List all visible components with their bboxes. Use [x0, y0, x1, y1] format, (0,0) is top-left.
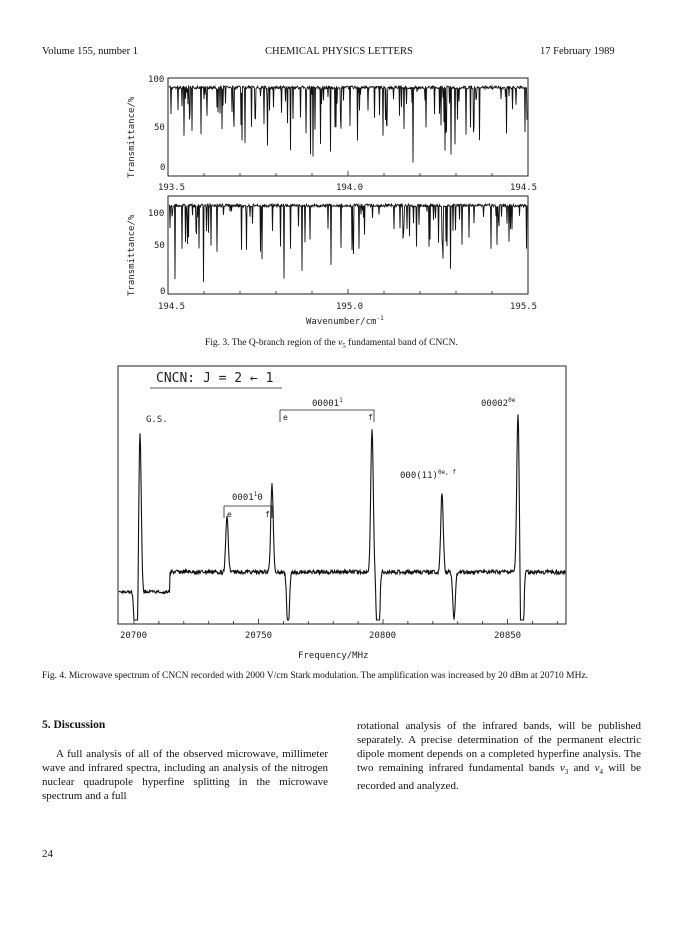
fig3-p1-ytick-0: 0 — [160, 163, 166, 173]
fig4-xtick-20750: 20750 — [245, 631, 273, 641]
fig3-p2-ytick-0: 0 — [160, 287, 166, 297]
fig3-p2-ytick-50: 50 — [154, 241, 165, 251]
fig3-panel1-trace — [169, 86, 527, 163]
fig3-xlabel: Wavenumber/$cm^{-1}$ — [306, 315, 384, 326]
header-date: 17 February 1989 — [540, 46, 615, 57]
fig3-p1-xtick-2: 194.0 — [336, 183, 364, 193]
fig3-p2-xtick-2: 195.0 — [336, 302, 364, 312]
fig4-label-00011: $000(11)^{0e, f}$ — [400, 469, 456, 481]
fig3-caption: Fig. 3. The Q-branch region of the $\nu_5$ fundamental band of CNCN. — [205, 338, 458, 350]
fig4-axis-ticks — [134, 619, 557, 624]
fig3-p2-xtick-3: 195.5 — [510, 302, 538, 312]
fig3-p1-ytick-50: 50 — [154, 123, 165, 133]
fig4-xtick-20800: 20800 — [369, 631, 397, 641]
fig4-label-gs: G.S. — [146, 415, 168, 425]
fig3-panel1-ylabel: Transmittance/% — [127, 96, 137, 178]
page-number: 24 — [42, 848, 53, 860]
fig3-p1-xtick-3: 194.5 — [510, 183, 538, 193]
section-right-paragraph: rotational analysis of the infrared bands, will be published separately. A precise determination of the permanent electric dipole moment depends on a completed hyperfine analysis. The two remaining infrared fundamental bands $\nu_3$ and $\nu_4$ will be recorded and analyzed. — [357, 720, 641, 793]
fig4-title: CNCN: J = 2 ← 1 — [156, 371, 274, 386]
fig4-caption: Fig. 4. Microwave spectrum of CNCN recorded with 2000 V/cm Stark modulation. The amplification was increased by 20 dBm at 20710 MHz. — [42, 671, 589, 681]
fig4-xtick-20850: 20850 — [494, 631, 522, 641]
header-volume: Volume 155, number 1 — [42, 46, 139, 57]
fig4-xtick-20700: 20700 — [120, 631, 148, 641]
fig4-label-00001: 00001$^1$ — [312, 397, 343, 409]
section-heading: 5. Discussion — [42, 719, 106, 731]
section-left-paragraph: A full analysis of all of the observed microwave, millimeter wave and infrared spectra, including an analysis of the nitrogen nuclear quadrupole hyperfine splitting in the microwave spectrum and a full — [42, 748, 328, 802]
fig3-panel2-trace — [169, 204, 527, 282]
fig4-label-e2: e — [227, 510, 232, 519]
fig3-p2-xtick-1: 194.5 — [158, 302, 186, 312]
fig3-panel2-ylabel: Transmittance/% — [127, 214, 137, 296]
fig3-p1-xtick-1: 193.5 — [158, 183, 186, 193]
fig4-label-f1: f — [368, 413, 373, 422]
fig4-label-00002: $00002^{0e}$ — [481, 397, 516, 409]
fig3-p2-ytick-100: 100 — [148, 209, 165, 219]
fig4-label-e1: e — [283, 413, 288, 422]
fig3-p1-ytick-100: 100 — [148, 75, 165, 85]
fig3-spectrum — [120, 68, 560, 326]
fig4-xlabel: Frequency/MHz — [298, 651, 369, 661]
header-journal: CHEMICAL PHYSICS LETTERS — [265, 46, 413, 57]
fig4-trace — [119, 414, 565, 620]
fig4-label-0001-1-0: 0001$^1$0 — [232, 491, 263, 503]
fig4-label-f2: f — [265, 510, 270, 519]
fig4-spectrum — [110, 362, 570, 662]
